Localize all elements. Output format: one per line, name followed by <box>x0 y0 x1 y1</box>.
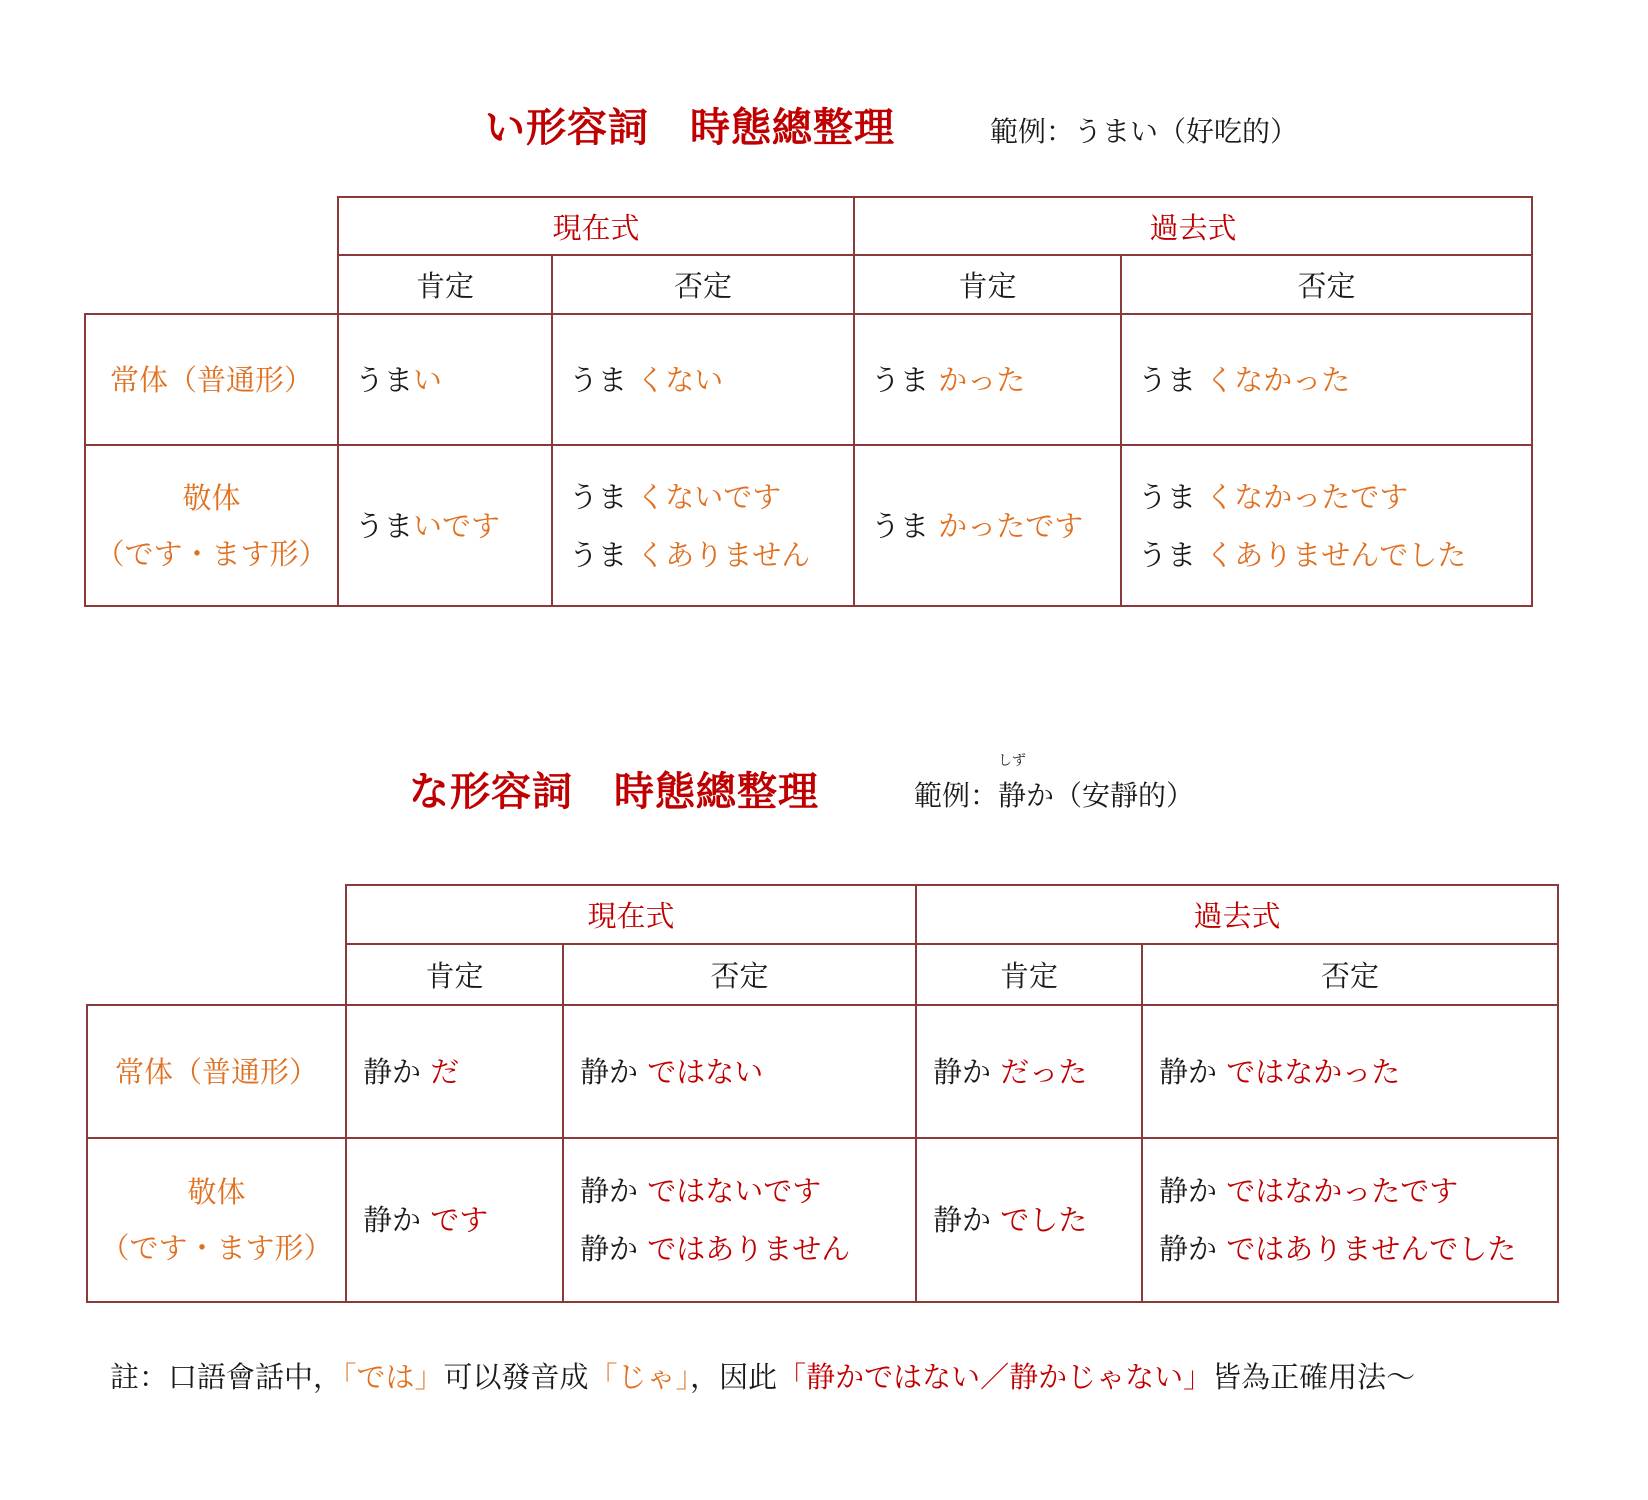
i-adjective-example: 範例：うまい（好吃的） <box>990 115 1299 148</box>
note-quote-example: 「静かではない／静かじゃない」 <box>777 1360 1213 1394</box>
cell-polite-present-neg: 静か ではないです 静か ではありません <box>563 1138 916 1302</box>
footnote: 註：口語會話中，「では」可以發音成「じゃ」，因此「静かではない／静かじゃない」皆為正確用法～ <box>110 1360 1416 1394</box>
header-past-negative: 否定 <box>1142 944 1558 1005</box>
na-adjective-table <box>86 884 1559 1303</box>
cell-plain-past-aff: うま かった <box>854 314 1121 445</box>
cell-plain-past-neg: 静か ではなかった <box>1142 1005 1558 1138</box>
i-adjective-heading <box>485 96 1298 153</box>
cell-plain-past-aff: 静か だった <box>916 1005 1142 1138</box>
cell-plain-present-aff: 静か だ <box>346 1005 563 1138</box>
corner-blank <box>87 885 346 1005</box>
row-header-polite: 敬体 （です・ます形） <box>87 1138 346 1302</box>
cell-polite-past-aff: 静か でした <box>916 1138 1142 1302</box>
cell-plain-present-aff: うまい <box>338 314 552 445</box>
cell-polite-past-neg: うま くなかったです うま くありませんでした <box>1121 445 1532 606</box>
cell-polite-past-aff: うま かったです <box>854 445 1121 606</box>
header-present-affirmative: 肯定 <box>346 944 563 1005</box>
furigana: しず <box>998 753 1027 769</box>
header-past-affirmative: 肯定 <box>916 944 1142 1005</box>
header-past: 過去式 <box>854 197 1532 255</box>
row-header-plain: 常体（普通形） <box>87 1005 346 1138</box>
header-present: 現在式 <box>338 197 854 255</box>
i-adjective-title: い形容詞 時態總整理 <box>485 105 895 151</box>
i-adjective-table <box>84 196 1533 607</box>
cell-polite-present-aff: 静か です <box>346 1138 563 1302</box>
na-adjective-heading <box>409 753 1195 817</box>
cell-polite-present-aff: うまいです <box>338 445 552 606</box>
note-quote-ja: 「じゃ」 <box>588 1360 691 1394</box>
header-present: 現在式 <box>346 885 916 944</box>
header-past-negative: 否定 <box>1121 255 1532 314</box>
cell-polite-present-neg: うま くないです うま くありません <box>552 445 854 606</box>
cell-plain-past-neg: うま くなかった <box>1121 314 1532 445</box>
cell-plain-present-neg: 静か ではない <box>563 1005 916 1138</box>
header-present-affirmative: 肯定 <box>338 255 552 314</box>
example-kanji-with-furigana: しず 静 <box>998 774 1026 814</box>
header-past-affirmative: 肯定 <box>854 255 1121 314</box>
header-past: 過去式 <box>916 885 1558 944</box>
cell-polite-past-neg: 静か ではなかったです 静か ではありませんでした <box>1142 1138 1558 1302</box>
note-quote-deha: 「では」 <box>342 1360 444 1394</box>
row-header-polite: 敬体 （です・ます形） <box>85 445 338 606</box>
header-present-negative: 否定 <box>552 255 854 314</box>
row-header-plain: 常体（普通形） <box>85 314 338 445</box>
example-word: うまい <box>1074 115 1159 148</box>
na-adjective-title: な形容詞 時態總整理 <box>409 769 819 815</box>
header-present-negative: 否定 <box>563 944 916 1005</box>
cell-plain-present-neg: うま くない <box>552 314 854 445</box>
na-adjective-example: 範例： しず 静か（安靜的） <box>914 774 1194 814</box>
corner-blank <box>85 197 338 314</box>
